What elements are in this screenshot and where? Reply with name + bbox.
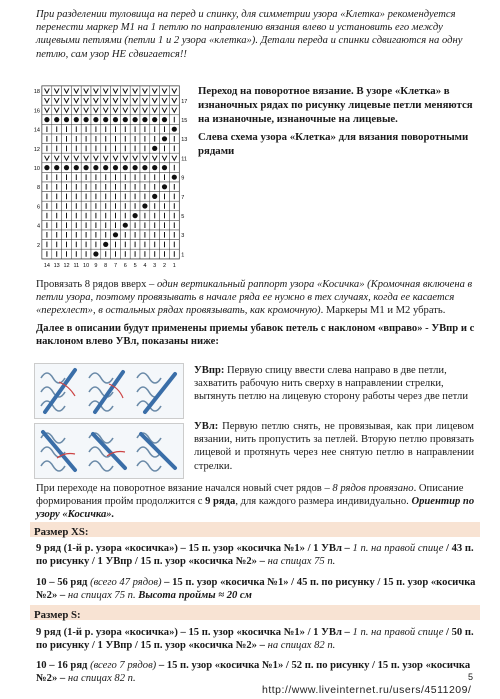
purl-dot-mark xyxy=(162,184,167,189)
row-label-left: 6 xyxy=(36,204,40,211)
para4-text-2: 8 рядов провязано xyxy=(332,483,414,494)
purl-dot-mark xyxy=(133,117,138,122)
paragraph-turning-rows xyxy=(36,482,476,522)
xs-r1-d: на спицах 75 п. xyxy=(267,556,336,568)
purl-dot-mark xyxy=(172,175,177,180)
column-label: 8 xyxy=(104,262,108,269)
purl-dot-mark xyxy=(84,165,89,170)
uvpr-text: Первую спицу ввести слева направо в две петли, захватить рабочую нить сверху в направлении стрелки, вытянуть петлю на лицевую сторону работы через две петли xyxy=(194,365,468,403)
column-label: 7 xyxy=(113,262,118,269)
purl-dot-mark xyxy=(133,165,138,170)
purl-dot-mark xyxy=(64,165,69,170)
purl-dot-mark xyxy=(142,165,147,170)
purl-dot-mark xyxy=(113,165,118,170)
para4-text-6: Ориентир по узору «Косичка». xyxy=(36,496,475,521)
size-s-row-9 xyxy=(36,626,476,652)
column-label: 12 xyxy=(63,262,70,269)
row-label-right: 7 xyxy=(181,194,185,201)
uvl-label: УВл: xyxy=(194,421,219,432)
purl-dot-mark xyxy=(142,117,147,122)
purl-dot-mark xyxy=(103,242,108,247)
purl-dot-mark xyxy=(74,117,79,122)
size-xs-row-9 xyxy=(36,542,476,568)
side-paragraph-2: Слева схема узора «Клетка» для вязания поворотными рядами xyxy=(198,131,469,157)
size-xs-title: Размер XS: xyxy=(34,526,89,538)
uvpr-description xyxy=(194,364,474,404)
uvpr-illustration xyxy=(34,363,184,419)
row-label-right: 5 xyxy=(181,214,185,220)
row-label-left: 18 xyxy=(33,89,40,96)
paragraph-rows xyxy=(36,278,476,318)
s-r2-b: (всего 7 рядов) xyxy=(90,660,157,671)
column-label: 6 xyxy=(123,262,127,269)
purl-dot-mark xyxy=(44,165,49,170)
purl-dot-mark xyxy=(152,165,157,170)
purl-dot-mark xyxy=(103,165,108,170)
xs-r2-c: – 15 п. узор «косичка №1» / 45 п. по рисунку / 15 п. узор «косичка №2» – xyxy=(36,577,476,602)
column-label: 1 xyxy=(172,262,176,269)
xs-r2-d: на спицах 75 п. xyxy=(67,590,136,602)
row-label-left: 10 xyxy=(33,166,40,172)
para2-text-3: . Маркеры М1 и М2 убрать. xyxy=(320,305,446,317)
footer-url[interactable]: http://www.liveinternet.ru/users/4511209/ xyxy=(262,684,472,696)
paragraph-decreases: Далее в описании будут применены приемы убавок петель с наклоном «вправо» - УВпр и с наклоном влево УВл, показаны ниже: xyxy=(36,323,475,348)
s-r1-d: на спицах 82 п. xyxy=(267,640,336,652)
purl-dot-mark xyxy=(162,117,167,122)
page-number: 5 xyxy=(468,672,474,682)
size-xs-row-10-56 xyxy=(36,576,476,602)
xs-r1-a: 9 ряд (1-й р. узора «косичка») – 15 п. узор «косичка №1» / 1 УВл – xyxy=(36,543,353,554)
purl-dot-mark xyxy=(123,223,128,228)
purl-dot-mark xyxy=(123,165,128,170)
column-label: 2 xyxy=(162,262,167,269)
purl-dot-mark xyxy=(152,194,157,199)
purl-dot-mark xyxy=(162,136,167,141)
row-label-left: 14 xyxy=(33,127,40,134)
xs-r2-a: 10 – 56 ряд xyxy=(36,577,91,588)
purl-dot-mark xyxy=(44,117,49,122)
s-r2-d: на спицах 82 п. xyxy=(67,673,136,685)
purl-dot-mark xyxy=(142,203,147,208)
side-paragraph-1: Переход на поворотное вязание. В узоре «Клетка» в изнаночных рядах по рисунку лицевые петли меняются на изнаночные, изнаночные на лицевые. xyxy=(198,85,473,125)
para4-text-4: 9 ряда xyxy=(205,496,236,508)
column-label: 5 xyxy=(133,262,137,269)
purl-dot-mark xyxy=(74,165,79,170)
column-label: 14 xyxy=(43,262,50,269)
para2-text-2: один вертикальный раппорт узора «Косичка» (Кромочная включена в петли узора, поэтому провязывать в начале ряда ее нужно в тех случаях, когда ее касается «перехлест», в остальных рядах провязывать, как кромочную) xyxy=(36,279,473,317)
row-label-left: 8 xyxy=(36,185,40,192)
para4-text-1: При переходе на поворотное вязание начался новый счет рядов – xyxy=(36,483,333,494)
row-label-right: 11 xyxy=(181,156,187,163)
purl-dot-mark xyxy=(93,117,98,122)
column-label: 9 xyxy=(94,262,98,269)
uvl-description xyxy=(194,420,474,473)
column-label: 4 xyxy=(143,262,147,269)
purl-dot-mark xyxy=(113,117,118,122)
row-label-left: 2 xyxy=(36,242,40,249)
size-s-header xyxy=(30,605,480,620)
para4-text-5: , для каждого размера индивидуально. xyxy=(235,496,412,508)
purl-dot-mark xyxy=(93,165,98,170)
purl-dot-mark xyxy=(113,232,118,237)
row-label-right: 15 xyxy=(181,118,188,124)
column-label: 13 xyxy=(53,262,60,269)
s-r2-c: – 15 п. узор «косичка №1» / 52 п. по рисунку / 15 п. узор «косичка №2» – xyxy=(36,660,471,685)
column-label: 3 xyxy=(153,262,157,269)
size-xs-header xyxy=(30,522,480,537)
purl-dot-mark xyxy=(152,146,157,151)
purl-dot-mark xyxy=(93,251,98,256)
purl-dot-mark xyxy=(103,117,108,122)
row-label-left: 12 xyxy=(33,146,40,153)
purl-dot-mark xyxy=(133,213,138,218)
para2-text-1: Провязать 8 рядов вверх – xyxy=(36,279,157,290)
s-r1-a: 9 ряд (1-й р. узора «косичка») – 15 п. узор «косичка №1» / 1 УВл – xyxy=(36,627,353,638)
purl-dot-mark xyxy=(84,117,89,122)
kletka-pattern-chart xyxy=(30,84,188,276)
side-text xyxy=(198,84,480,162)
size-s-row-10-16 xyxy=(36,659,476,685)
purl-dot-mark xyxy=(172,127,177,132)
xs-r2-e: Высота проймы ≈ 20 см xyxy=(135,590,252,602)
size-s-title: Размер S: xyxy=(34,609,81,621)
row-label-right: 1 xyxy=(181,252,185,259)
purl-dot-mark xyxy=(54,117,59,122)
uvl-text: Первую петлю снять, не провязывая, как при лицевом вязании, нить пропустить за петлей. Вторую петлю провязать лицевой и протянуть через нее снятую петлю в направлении стрелки. xyxy=(194,421,474,472)
uvl-illustration xyxy=(34,423,184,479)
s-r1-b: 1 п. на правой спице xyxy=(352,627,444,638)
purl-dot-mark xyxy=(54,165,59,170)
row-label-right: 17 xyxy=(181,98,188,105)
row-label-right: 9 xyxy=(181,175,185,182)
purl-dot-mark xyxy=(64,117,69,122)
row-label-left: 4 xyxy=(36,223,40,230)
intro-paragraph: При разделении туловища на перед и спинку, для симметрии узора «Клетка» рекомендуется перенести маркер М1 на 1 петлю по направлению вязания влево и установить его между лицевыми петлями (петли 1 и 2 узора «клетка»). Детали переда и спинки сдвигаются на одну петлю, сам узор НЕ сдвигается!! xyxy=(36,9,463,60)
column-label: 10 xyxy=(83,262,90,269)
purl-dot-mark xyxy=(162,165,167,170)
row-label-left: 16 xyxy=(33,108,40,115)
row-label-right: 3 xyxy=(181,233,185,240)
xs-r2-b: (всего 47 рядов) xyxy=(90,577,162,588)
xs-r1-b: 1 п. на правой спице xyxy=(352,543,444,554)
s-r2-a: 10 – 16 ряд xyxy=(36,660,91,671)
uvpr-label: УВпр: xyxy=(194,365,225,376)
para4-text-3: . Описание формирования пройм продолжится с xyxy=(36,483,464,508)
purl-dot-mark xyxy=(123,117,128,122)
s-r1-c: / 50 п. по рисунку / 1 УВпр / 15 п. узор «косичка №2» – xyxy=(36,627,474,652)
purl-dot-mark xyxy=(152,117,157,122)
xs-r1-c: / 43 п. по рисунку / 1 УВпр / 15 п. узор «косичка №2» – xyxy=(36,543,474,568)
column-label: 11 xyxy=(73,262,80,269)
row-label-right: 13 xyxy=(181,137,188,144)
